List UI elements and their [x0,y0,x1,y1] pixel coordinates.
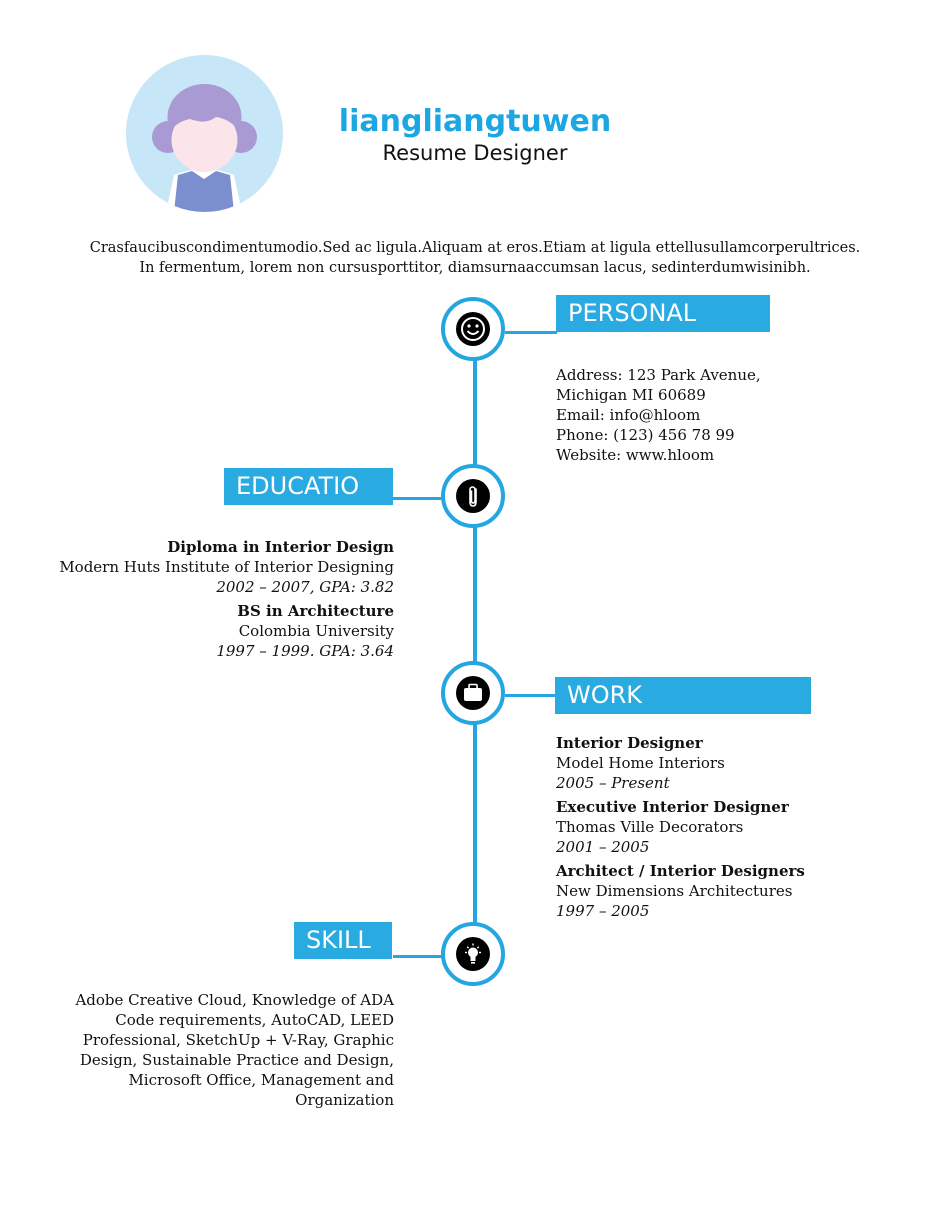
skill-line: Professional, SketchUp + V-Ray, Graphic [82,1031,394,1049]
work-dates: 2005 – Present [556,774,670,792]
work-heading: WORK [555,677,811,714]
skill-line: Adobe Creative Cloud, Knowledge of ADA [75,991,394,1009]
work-dates: 1997 – 2005 [556,902,650,920]
work-connector [505,694,557,697]
candidate-name: liangliangtuwen [338,104,612,139]
education-connector [393,497,445,500]
skill-line: Design, Sustainable Practice and Design, [79,1051,394,1069]
work-entry [556,733,896,793]
lightbulb-icon [456,937,490,971]
intro-paragraph [60,238,890,278]
work-company: Thomas Ville Decorators [556,818,744,836]
personal-line: Email: info@hloom [556,406,701,424]
personal-line: Phone: (123) 456 78 99 [556,426,735,444]
work-dates: 2001 – 2005 [556,838,650,856]
education-details [40,537,394,665]
personal-details [556,365,856,465]
briefcase-icon [456,676,490,710]
education-heading: EDUCATIO [224,468,393,505]
education-degree: Diploma in Interior Design [167,538,394,556]
work-position: Executive Interior Designer [556,798,789,816]
skill-details [60,990,394,1110]
skill-line: Microsoft Office, Management and [128,1071,394,1089]
education-school: Modern Huts Institute of Interior Designing [59,558,394,576]
girl-avatar-illustration [126,55,283,212]
personal-node [441,297,505,361]
education-dates: 2002 – 2007, GPA: 3.82 [216,578,394,596]
personal-heading: PERSONAL [556,295,770,332]
work-position: Interior Designer [556,734,703,752]
work-position: Architect / Interior Designers [556,862,805,880]
work-node [441,661,505,725]
education-node [441,464,505,528]
work-company: Model Home Interiors [556,754,725,772]
work-entry [556,797,896,857]
intro-line: Crasfaucibuscondimentumodio.Sed ac ligula.Aliquam at eros.Etiam at ligula ettellusullamcorperultrices. [89,240,861,256]
education-school: Colombia University [238,622,394,640]
skill-connector [393,955,445,958]
personal-connector [505,331,557,334]
paperclip-icon [456,479,490,513]
education-dates: 1997 – 1999. GPA: 3.64 [216,642,394,660]
candidate-role: Resume Designer [382,141,568,165]
education-entry [40,601,394,661]
smiley-icon [456,312,490,346]
skill-heading: SKILL [294,922,392,959]
education-entry [40,537,394,597]
work-company: New Dimensions Architectures [556,882,793,900]
work-entry [556,861,896,921]
avatar [126,55,283,212]
education-degree: BS in Architecture [237,602,394,620]
skill-line: Organization [295,1091,394,1109]
personal-line: Michigan MI 60689 [556,386,706,404]
skill-line: Code requirements, AutoCAD, LEED [115,1011,394,1029]
timeline-line [473,330,477,958]
work-details [556,733,896,925]
personal-line: Address: 123 Park Avenue, [556,366,761,384]
intro-line: In fermentum, lorem non cursusporttitor, diamsurnaaccumsan lacus, sedinterdumwisinibh. [139,260,811,276]
skill-node [441,922,505,986]
personal-line: Website: www.hloom [556,446,715,464]
